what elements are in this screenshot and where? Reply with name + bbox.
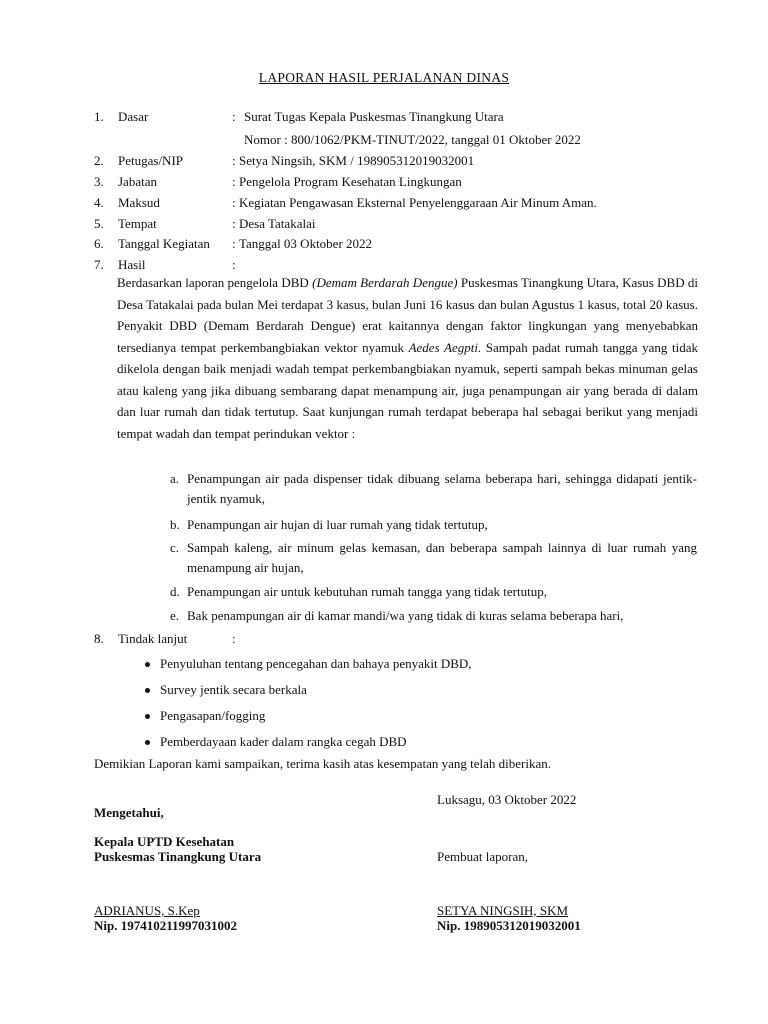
bullet-icon: [145, 740, 150, 745]
finding-item: [187, 515, 697, 535]
field-number: 4.: [94, 195, 104, 210]
left-role-line1: Kepala UPTD Kesehatan: [94, 834, 235, 849]
field-label: Jabatan: [118, 174, 157, 189]
bullet-icon: [145, 714, 150, 719]
bullet-icon: [145, 688, 150, 693]
closing-statement: Demikian Laporan kami sampaikan, terima kasih atas kesempatan yang telah diberikan.: [94, 756, 552, 771]
field-colon: :: [232, 195, 236, 210]
action-item: Survey jentik secara berkala: [160, 682, 307, 697]
field-number: 2.: [94, 153, 104, 168]
place-date: Luksagu, 03 Oktober 2022: [437, 792, 577, 807]
left-signatory-name: ADRIANUS, S.Kep: [94, 903, 200, 918]
field-value-continuation: Nomor : 800/1062/PKM-TINUT/2022, tanggal 01 Oktober 2022: [244, 132, 581, 147]
finding-text: Penampungan air hujan di luar rumah yang tidak tertutup,: [187, 517, 488, 532]
field-value: Pengelola Program Kesehatan Lingkungan: [239, 174, 462, 189]
acknowledged-label: Mengetahui,: [94, 805, 164, 820]
right-signatory-name: SETYA NINGSIH, SKM: [437, 903, 569, 918]
field-number: 3.: [94, 174, 104, 189]
field-row-maksud: [0, 194, 768, 212]
finding-letter: d.: [170, 584, 180, 599]
field-colon: :: [232, 236, 236, 251]
field-label: Tanggal Kegiatan: [118, 236, 210, 251]
finding-item: [187, 582, 697, 602]
field-label: Petugas/NIP: [118, 153, 183, 168]
field-colon: :: [232, 631, 236, 646]
finding-letter: a.: [170, 471, 180, 486]
field-colon: :: [232, 174, 236, 189]
field-row-petugas: [0, 152, 768, 170]
field-row-dasar-nomor: [0, 131, 768, 149]
field-number: 7.: [94, 257, 104, 272]
field-row-tindak-lanjut: [0, 630, 768, 648]
hasil-text-1: Berdasarkan laporan pengelola DBD: [117, 275, 313, 290]
field-value: Desa Tatakalai: [239, 216, 316, 231]
finding-text: Sampah kaleng, air minum gelas kemasan, dan beberapa sampah lainnya di luar rumah yang menampung air hujan,: [187, 540, 697, 575]
field-row-tempat: [0, 215, 768, 233]
action-item: Penyuluhan tentang pencegahan dan bahaya penyakit DBD,: [160, 656, 472, 671]
finding-item: [187, 469, 697, 509]
field-number: 1.: [94, 109, 104, 124]
hasil-paragraph: [117, 272, 698, 444]
hasil-italic-1: (Demam Berdarah Dengue): [312, 275, 458, 290]
field-colon: :: [232, 153, 236, 168]
finding-text: Bak penampungan air di kamar mandi/wa yang tidak di kuras selama beberapa hari,: [187, 608, 624, 623]
field-value: Tanggal 03 Oktober 2022: [239, 236, 373, 251]
field-label: Dasar: [118, 109, 149, 124]
finding-text: Penampungan air untuk kebutuhan rumah tangga yang tidak tertutup,: [187, 584, 547, 599]
field-row-jabatan: [0, 173, 768, 191]
hasil-text-2: Puskesmas Tinangkung Utara, Kasus DBD di Desa Tatakalai pada bulan Mei terdapat 3 kasus, bulan Juni 16 kasus dan bulan Agustus 1 kasus, total 20 kasus. Penyakit DBD (Demam Berdarah Dengue) erat kaitannya dengan faktor lingkungan yang menyebabkan tersedianya tempat perkembangbiakan vektor nyamuk: [117, 275, 698, 355]
field-row-dasar: [0, 108, 768, 126]
right-role: Pembuat laporan,: [437, 849, 528, 864]
field-value: Kegiatan Pengawasan Eksternal Penyelenggaraan Air Minum Aman.: [239, 195, 597, 210]
finding-item: [187, 538, 697, 578]
field-colon: :: [232, 216, 236, 231]
action-item: Pemberdayaan kader dalam rangka cegah DBD: [160, 734, 407, 749]
field-value: Setya Ningsih, SKM / 198905312019032001: [239, 153, 475, 168]
finding-letter: e.: [170, 608, 180, 623]
hasil-text-3: Sampah padat rumah tangga yang tidak dikelola dengan baik menjadi wadah tempat perkembangbiakan nyamuk, seperti sampah bekas minuman gelas atau kaleng yang jika dibuang sembarang dapat menampung air, juga penampungan air yang berada di dalam dan luar rumah dan tidak tertutup. Saat kunjungan rumah terdapat beberapa hal sebagai berikut yang menjadi tempat wadah dan tempat perindukan vektor :: [117, 339, 698, 441]
field-number: 8.: [94, 631, 104, 646]
field-label: Tempat: [118, 216, 157, 231]
left-role-line2: Puskesmas Tinangkung Utara: [94, 849, 262, 864]
bullet-icon: [145, 662, 150, 667]
finding-item: [187, 606, 697, 626]
document-title: LAPORAN HASIL PERJALANAN DINAS: [258, 70, 510, 85]
field-colon: :: [232, 257, 236, 272]
field-row-tanggal: [0, 235, 768, 253]
field-value: Surat Tugas Kepala Puskesmas Tinangkung Utara: [244, 109, 504, 124]
hasil-italic-2: Aedes Aegpti.: [408, 339, 482, 355]
field-colon: :: [232, 109, 236, 124]
field-number: 6.: [94, 236, 104, 251]
field-number: 5.: [94, 216, 104, 231]
field-label: Hasil: [118, 257, 146, 272]
left-signatory-nip: Nip. 197410211997031002: [94, 918, 238, 933]
field-label: Maksud: [118, 195, 160, 210]
finding-letter: c.: [170, 540, 180, 555]
finding-letter: b.: [170, 517, 180, 532]
field-label: Tindak lanjut: [118, 631, 188, 646]
right-signatory-nip: Nip. 198905312019032001: [437, 918, 581, 933]
finding-text: Penampungan air pada dispenser tidak dibuang selama beberapa hari, sehingga didapati jentik-jentik nyamuk,: [187, 471, 697, 506]
action-item: Pengasapan/fogging: [160, 708, 266, 723]
